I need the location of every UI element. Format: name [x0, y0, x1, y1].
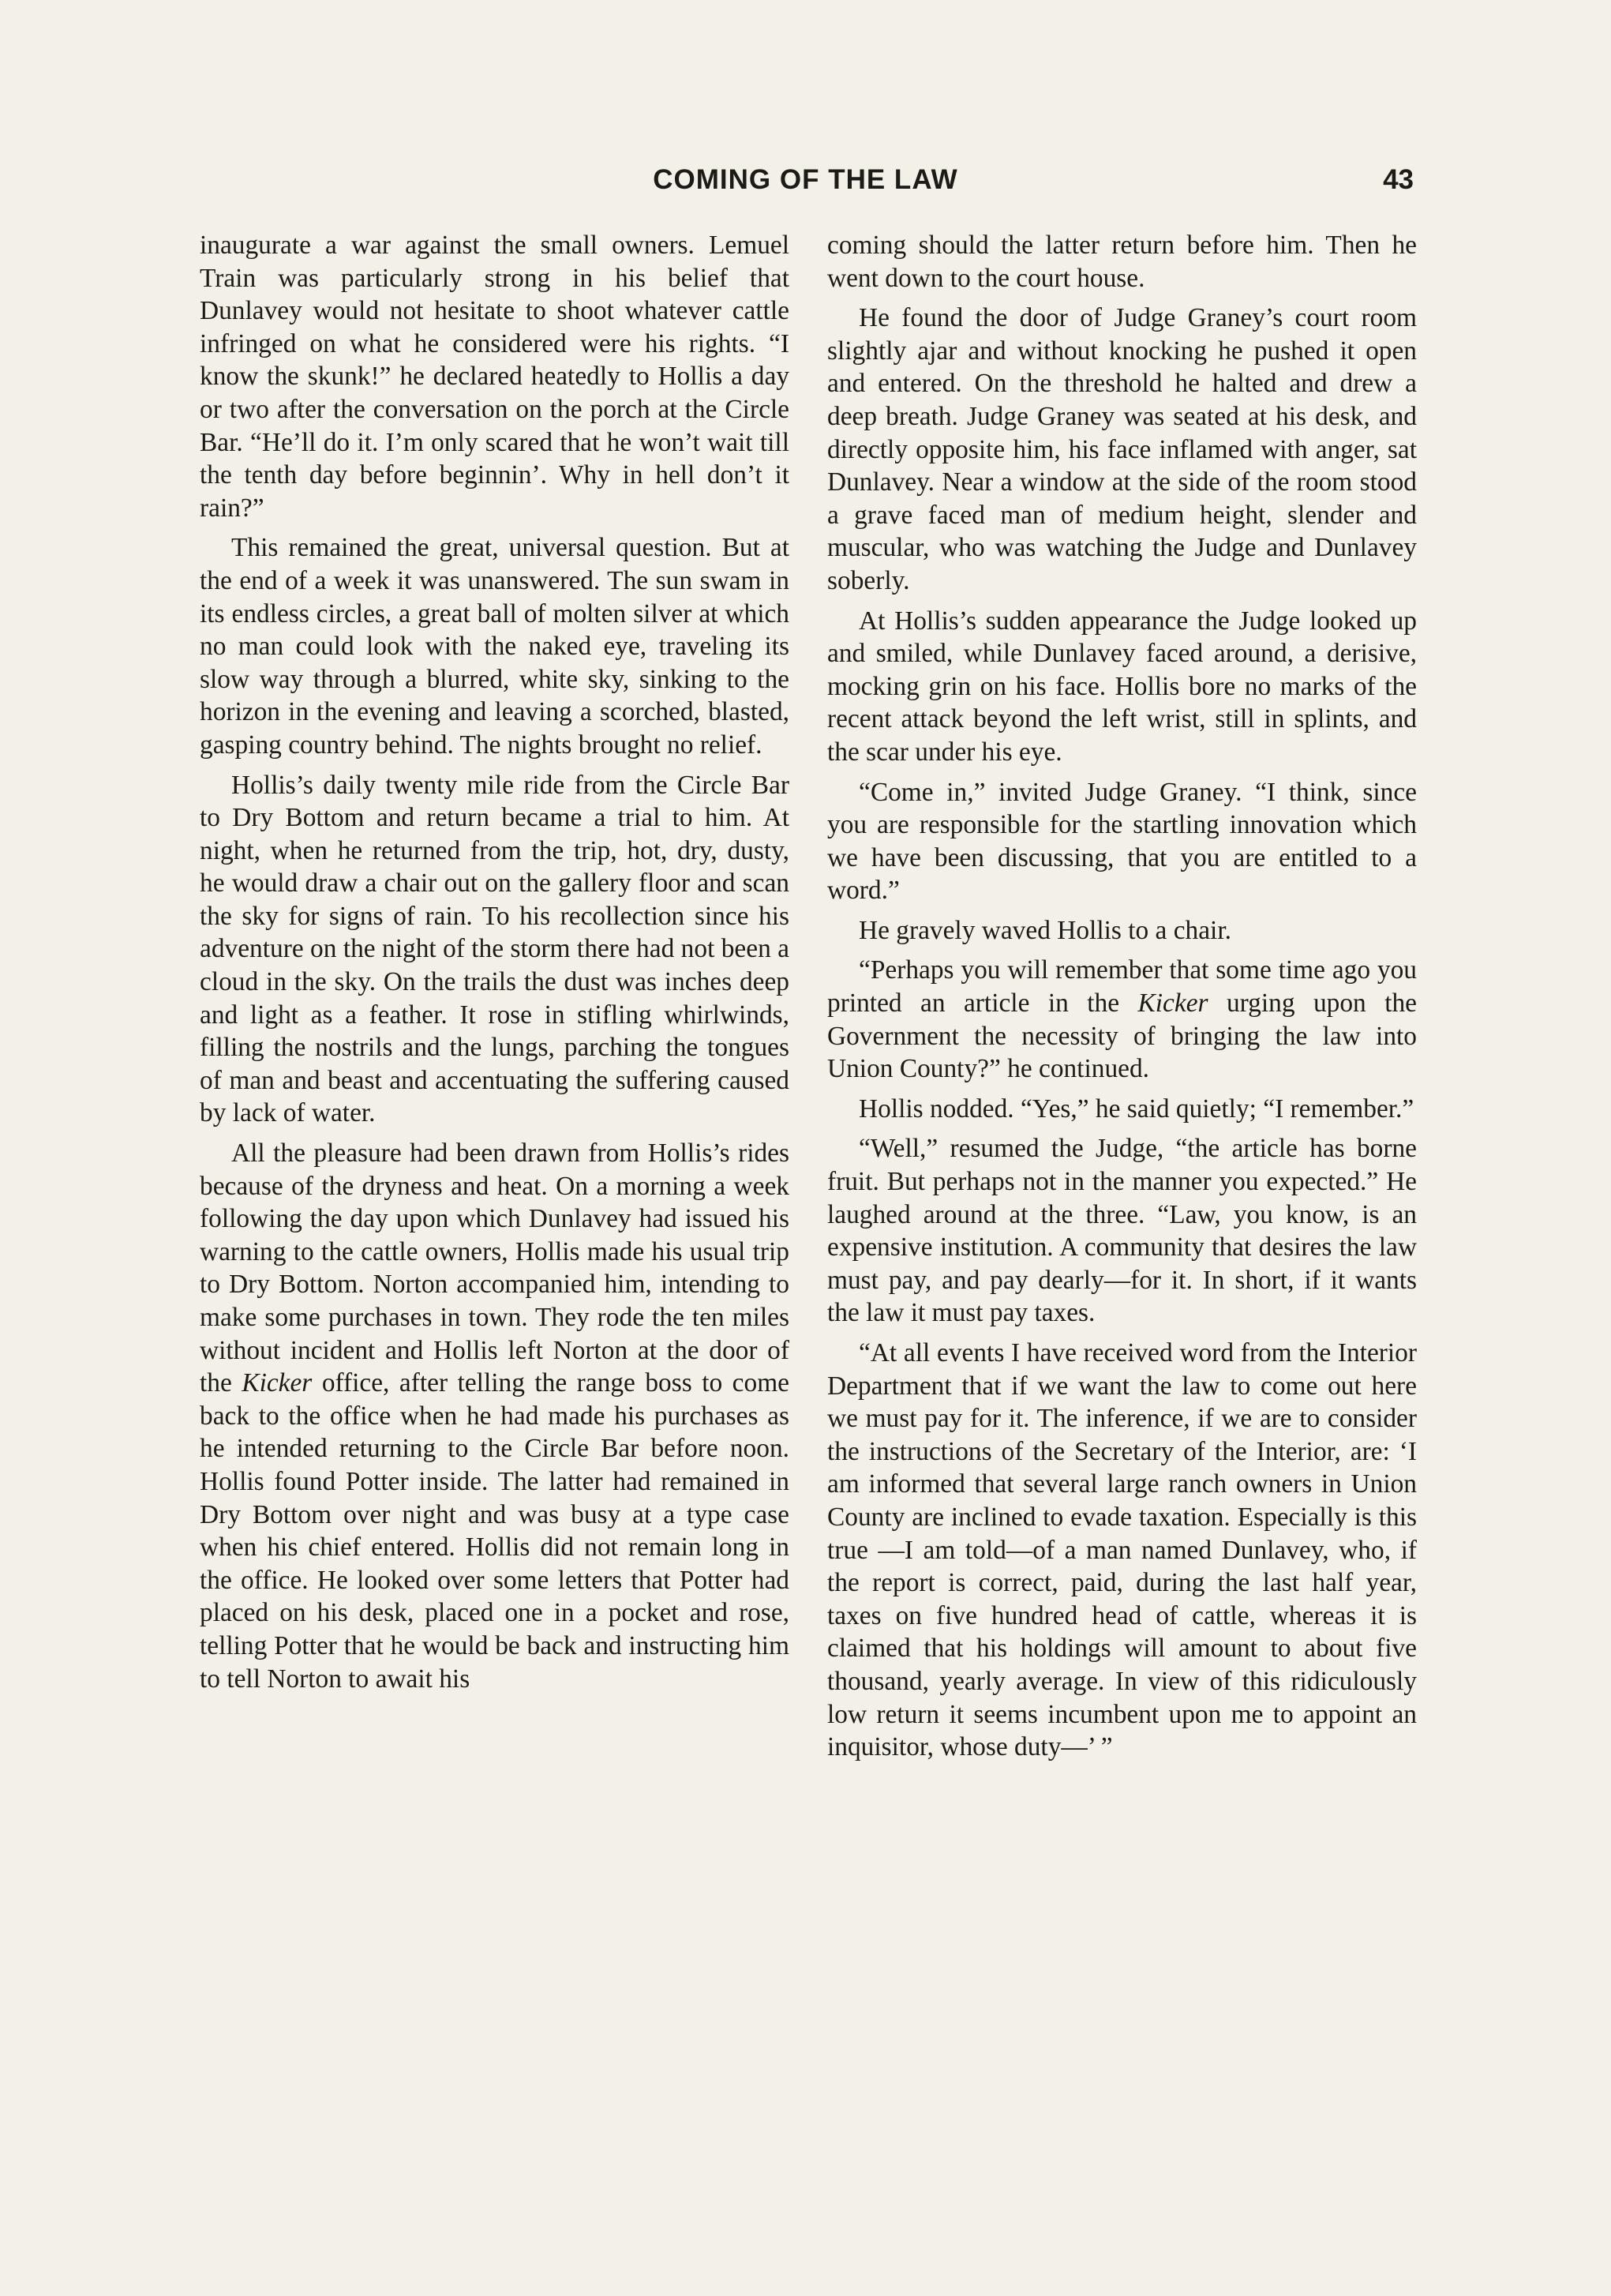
- paragraph: inaugurate a war against the small owners. Lemuel Train was particularly strong in his belief that Dunlavey would not hesitate to shoot whatever cattle infringed on what he considered were his rights. “I know the skunk!” he declared heatedly to Hollis a day or two after the conversation on the porch at the Circle Bar. “He’ll do it. I’m only scared that he won’t wait till the tenth day before beginnin’. Why in hell don’t it rain?”: [200, 231, 789, 523]
- paragraph-text: “Perhaps you will remember that some time ago you printed an article in the: [827, 955, 1417, 1019]
- paragraph: [827, 954, 1417, 1085]
- running-title: COMING OF THE LAW: [653, 164, 958, 195]
- paragraph-text: office, after telling the range boss to come back to the office when he had made his purchases as he intended returning to the Circle Bar before noon. Hollis found Potter inside. The latter had remained in Dry Bottom over night and was busy at a type case when his chief entered. Hollis did not remain long in the office. He looked over some letters that Potter had placed on his desk, placed one in a pocket and rose, telling Potter that he would be back and instructing him to tell Norton to await his: [200, 1368, 789, 1694]
- paragraph: [200, 1137, 789, 1695]
- paragraph: Hollis nodded. “Yes,” he said quietly; “I remember.”: [859, 1094, 1414, 1124]
- running-head: [0, 164, 1611, 204]
- paragraph: “At all events I have received word from the Interior Department that if we want the law to come out here we must pay for it. The inference, if we are to consider the instructions of the Secretary of the Interior, are: ‘I am informed that several large ranch owners in Union County are inclined to evade taxation. Especially is this true —I am told—of a man named Dunlavey, who, if the report is correct, paid, during the last half year, taxes on five hundred head of cattle, whereas it is claimed that his holdings will amount to about five thousand, yearly average. In view of this ridiculously low return it seems incumbent upon me to appoint an inquisitor, whose duty—’ ”: [827, 1338, 1417, 1762]
- paragraph: Hollis’s daily twenty mile ride from the Circle Bar to Dry Bottom and return became a trial to him. At night, when he returned from the trip, hot, dry, dusty, he would draw a chair out on the gallery floor and scan the sky for signs of rain. To his recollection since his adventure on the night of the storm there had not been a cloud in the sky. On the trails the dust was inches deep and light as a feather. It rose in stifling whirlwinds, filling the nostrils and the lungs, parching the tongues of man and beast and accentuating the suffering caused by lack of water.: [200, 770, 789, 1128]
- paragraph: “Well,” resumed the Judge, “the article has borne fruit. But perhaps not in the manner you expected.” He laughed around at the three. “Law, you know, is an expensive institution. A community that desires the law must pay, and pay dearly—for it. In short, if it wants the law it must pay taxes.: [827, 1134, 1417, 1328]
- paragraph-text: urging upon the Government the necessity of bringing the law into Union County?” he continued.: [827, 989, 1417, 1084]
- right-column: [827, 229, 1417, 1764]
- paragraph: He gravely waved Hollis to a chair.: [859, 915, 1231, 945]
- paragraph: This remained the great, universal question. But at the end of a week it was unanswered. The sun swam in its endless circles, a great ball of molten silver at which no man could look with the naked eye, traveling its slow way through a blurred, white sky, sinking to the horizon in the evening and leaving a scorched, blasted, gasping country behind. The nights brought no relief.: [200, 533, 789, 760]
- left-column: [200, 229, 789, 1695]
- paragraph: coming should the latter return before him. Then he went down to the court house.: [827, 231, 1417, 293]
- newspaper-name: Kicker: [242, 1368, 313, 1398]
- paragraph: He found the door of Judge Graney’s court room slightly ajar and without knocking he pushed it open and entered. On the threshold he halted and drew a deep breath. Judge Graney was seated at his desk, and directly opposite him, his face inflamed with anger, sat Dunlavey. Near a window at the side of the room stood a grave faced man of medium height, slender and muscular, who was watching the Judge and Dunlavey soberly.: [827, 303, 1417, 595]
- page-number: 43: [1383, 164, 1414, 195]
- newspaper-name: Kicker: [1137, 989, 1208, 1019]
- paragraph: At Hollis’s sudden appearance the Judge looked up and smiled, while Dunlavey faced around, a derisive, mocking grin on his face. Hollis bore no marks of the recent attack beyond the left wrist, still in splints, and the scar under his eye.: [827, 606, 1417, 767]
- paragraph-text: All the pleasure had been drawn from Hollis’s rides because of the dryness and heat. On a morning a week following the day upon which Dunlavey had issued his warning to the cattle owners, Hollis made his usual trip to Dry Bottom. Norton accompanied him, intending to make some purchases in town. They rode the ten miles without incident and Hollis left Norton at the door of the: [200, 1139, 789, 1398]
- paragraph: “Come in,” invited Judge Graney. “I think, since you are responsible for the startling innovation which we have been discussing, that you are entitled to a word.”: [827, 777, 1417, 906]
